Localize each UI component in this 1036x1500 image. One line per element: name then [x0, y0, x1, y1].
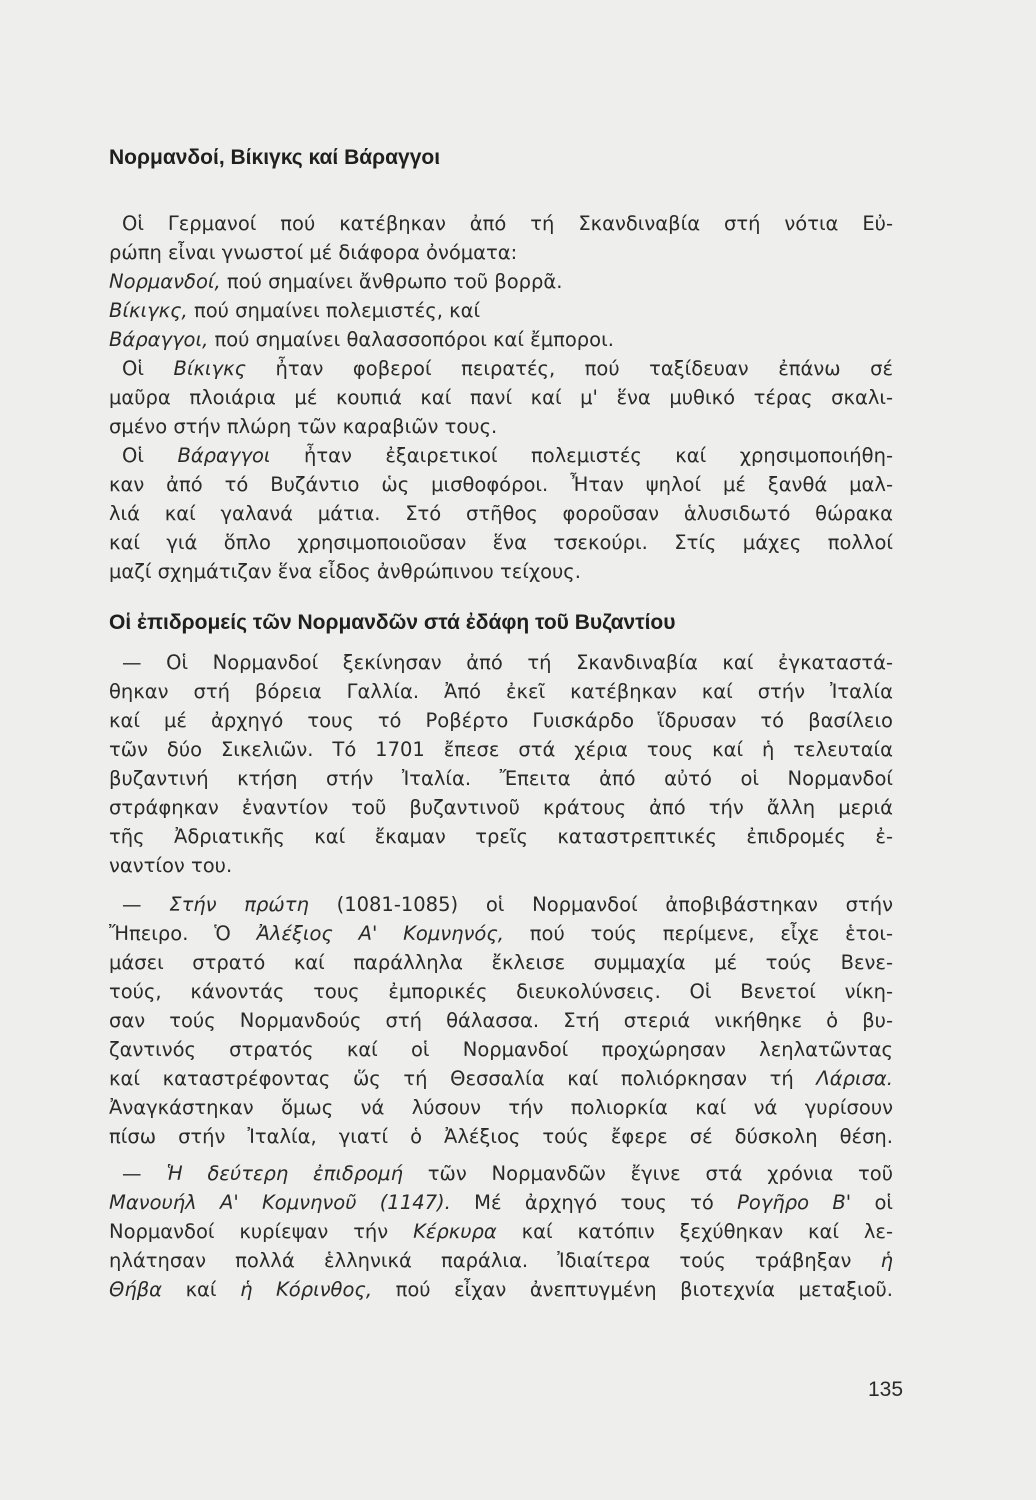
text-run: πίσω στήν Ἰταλία, γιατί ὁ Ἀλέξιος τούς ἔφερε σέ δύσκολη θέση. — [109, 1125, 893, 1148]
text-run: μαῦρα πλοιάρια μέ κουπιά καί πανί καί μ' ἕνα μυθικό τέρας σκαλι- — [109, 386, 893, 409]
text-line — [122, 1159, 893, 1188]
italic-term: Βάραγγοι — [177, 444, 271, 467]
text-line — [109, 267, 562, 296]
text-line — [109, 238, 517, 267]
italic-term: Ἀλέξιος Α' Κομνηνός, — [256, 922, 504, 945]
text-run: πού τούς περίμενε, εἶχε ἑτοι- — [503, 922, 893, 945]
italic-term: Βίκιγκς — [173, 357, 247, 380]
section-heading-normans: Νορμανδοί, Βίκιγκς καί Βάραγγοι — [109, 146, 441, 169]
text-run: θηκαν στή βόρεια Γαλλία. Ἀπό ἐκεῖ κατέβηκαν καί στήν Ἰταλία — [109, 680, 893, 703]
page-number: 135 — [868, 1378, 904, 1401]
text-line — [109, 296, 480, 325]
text-line — [122, 209, 893, 238]
text-run: Οἱ Γερμανοί πού κατέβηκαν ἀπό τή Σκανδιναβία στή νότια Εὐ- — [122, 212, 893, 235]
text-line — [109, 325, 614, 354]
text-line — [109, 793, 893, 822]
text-line — [109, 383, 893, 412]
text-run: στράφηκαν ἐναντίον τοῦ βυζαντινοῦ κράτους ἀπό τήν ἄλλη μεριά — [109, 796, 893, 819]
text-line — [109, 557, 581, 586]
text-run: τούς, κάνοντάς τους ἐμπορικές διευκολύνσεις. Οἱ Βενετοί νίκη- — [109, 980, 893, 1003]
italic-term: Λάρισα. — [816, 1067, 893, 1090]
text-run: (1081-1085) οἱ Νορμανδοί ἀποβιβάστηκαν στήν — [308, 893, 894, 916]
text-line — [109, 1035, 893, 1064]
text-run: τῶν Νορμανδῶν ἔγινε στά χρόνια τοῦ — [402, 1162, 893, 1185]
text-run: μαζί σχημάτιζαν ἕνα εἶδος ἀνθρώπινου τείχους. — [109, 560, 581, 583]
italic-term: Μανουήλ Α' Κομνηνοῦ (1147). — [109, 1191, 451, 1214]
text-run: Ἀναγκάστηκαν ὅμως νά λύσουν τήν πολιορκία καί νά γυρίσουν — [109, 1096, 893, 1119]
text-run: — Οἱ Νορμανδοί ξεκίνησαν ἀπό τή Σκανδιναβία καί ἐγκαταστά- — [122, 651, 893, 674]
italic-term: Ἡ δεύτερη ἐπιδρομή — [166, 1162, 403, 1185]
text-line — [122, 890, 893, 919]
text-run: πού σημαίνει πολεμιστές, καί — [187, 299, 481, 322]
text-run: καί καταστρέφοντας ὥς τή Θεσσαλία καί πολιόρκησαν τή — [109, 1067, 817, 1090]
text-line — [122, 354, 893, 383]
text-line — [109, 470, 893, 499]
italic-term: Θήβα — [109, 1278, 163, 1301]
text-run: λιά καί γαλανά μάτια. Στό στῆθος φοροῦσαν ἁλυσιδωτό θώρακα — [109, 502, 893, 525]
text-line — [109, 851, 232, 880]
italic-term: Κέρκυρα — [413, 1220, 497, 1243]
text-line — [109, 735, 893, 764]
italic-term: Βάραγγοι, — [109, 328, 209, 351]
section-heading-raids: Οἱ ἐπιδρομείς τῶν Νορμανδῶν στά ἐδάφη τοῦ Βυζαντίου — [109, 611, 676, 634]
text-line — [109, 677, 893, 706]
italic-term: Νορμανδοί, — [109, 270, 221, 293]
text-line — [109, 1122, 893, 1151]
text-line — [122, 441, 893, 470]
text-run: ἦταν φοβεροί πειρατές, πού ταξίδευαν ἐπάνω σέ — [246, 357, 893, 380]
text-run: ἦταν ἐξαιρετικοί πολεμιστές καί χρησιμοποιήθη- — [270, 444, 893, 467]
text-line — [109, 1275, 893, 1304]
text-run: σαν τούς Νορμανδούς στή θάλασσα. Στή στεριά νικήθηκε ὁ βυ- — [109, 1009, 893, 1032]
italic-term: ἡ — [880, 1249, 893, 1272]
italic-term: Ρογῆρο Β' — [737, 1191, 852, 1214]
text-line — [109, 1064, 893, 1093]
text-run: σμένο στήν πλώρη τῶν καραβιῶν τους. — [109, 415, 498, 438]
text-run: τῆς Ἀδριατικῆς καί ἔκαμαν τρεῖς καταστρεπτικές ἐπιδρομές ἐ- — [109, 825, 893, 848]
text-run: καί — [162, 1278, 241, 1301]
text-run: τῶν δύο Σικελιῶν. Τό 1701 ἔπεσε στά χέρια τους καί ἡ τελευταία — [109, 738, 893, 761]
text-run: καν ἀπό τό Βυζάντιο ὡς μισθοφόροι. Ἦταν ψηλοί μέ ξανθά μαλ- — [109, 473, 893, 496]
text-run: καί μέ ἀρχηγό τους τό Ροβέρτο Γυισκάρδο ἵδρυσαν τό βασίλειο — [109, 709, 893, 732]
text-line — [109, 1217, 893, 1246]
text-run: ζαντινός στρατός καί οἱ Νορμανδοί προχώρησαν λεηλατῶντας — [109, 1038, 893, 1061]
text-line — [109, 977, 893, 1006]
text-run: — — [122, 893, 170, 916]
text-line — [109, 1246, 893, 1275]
text-line — [109, 764, 893, 793]
text-run: πού σημαίνει θαλασσοπόροι καί ἔμποροι. — [208, 328, 614, 351]
text-line — [109, 706, 893, 735]
text-line — [109, 1188, 893, 1217]
text-line — [109, 948, 893, 977]
text-line — [109, 499, 893, 528]
text-line — [109, 1006, 893, 1035]
text-run: οἱ — [851, 1191, 893, 1214]
text-run: Ἤπειρο. Ὁ — [109, 922, 257, 945]
text-run: ηλάτησαν πολλά ἑλληνικά παράλια. Ἰδιαίτερα τούς τράβηξαν — [109, 1249, 881, 1272]
text-run: καί γιά ὅπλο χρησιμοποιοῦσαν ἕνα τσεκούρι. Στίς μάχες πολλοί — [109, 531, 893, 554]
text-line — [109, 412, 497, 441]
text-run: ναντίον του. — [109, 854, 233, 877]
text-run: πού σημαίνει ἄνθρωπο τοῦ βορρᾶ. — [220, 270, 563, 293]
italic-term: Βίκιγκς, — [109, 299, 188, 322]
text-run: Μέ ἀρχηγό τους τό — [450, 1191, 738, 1214]
text-run: — — [122, 1162, 167, 1185]
text-line — [109, 1093, 893, 1122]
text-line — [109, 528, 893, 557]
text-run: Οἱ — [122, 357, 174, 380]
text-run: μάσει στρατό καί παράλληλα ἔκλεισε συμμαχία μέ τούς Βενε- — [109, 951, 893, 974]
italic-term: Στήν πρώτη — [169, 893, 309, 916]
text-run: πού εἶχαν ἀνεπτυγμένη βιοτεχνία μεταξιοῦ. — [372, 1278, 893, 1301]
text-run: καί κατόπιν ξεχύθηκαν καί λε- — [496, 1220, 893, 1243]
italic-term: ἡ Κόρινθος, — [240, 1278, 373, 1301]
text-run: Νορμανδοί κυρίεψαν τήν — [109, 1220, 414, 1243]
text-line — [109, 822, 893, 851]
text-run: βυζαντινή κτήση στήν Ἰταλία. Ἔπειτα ἀπό αὐτό οἱ Νορμανδοί — [109, 767, 893, 790]
text-run: ρώπη εἶναι γνωστοί μέ διάφορα ὀνόματα: — [109, 241, 518, 264]
text-line — [109, 919, 893, 948]
text-run: Οἱ — [122, 444, 178, 467]
text-line — [122, 648, 893, 677]
